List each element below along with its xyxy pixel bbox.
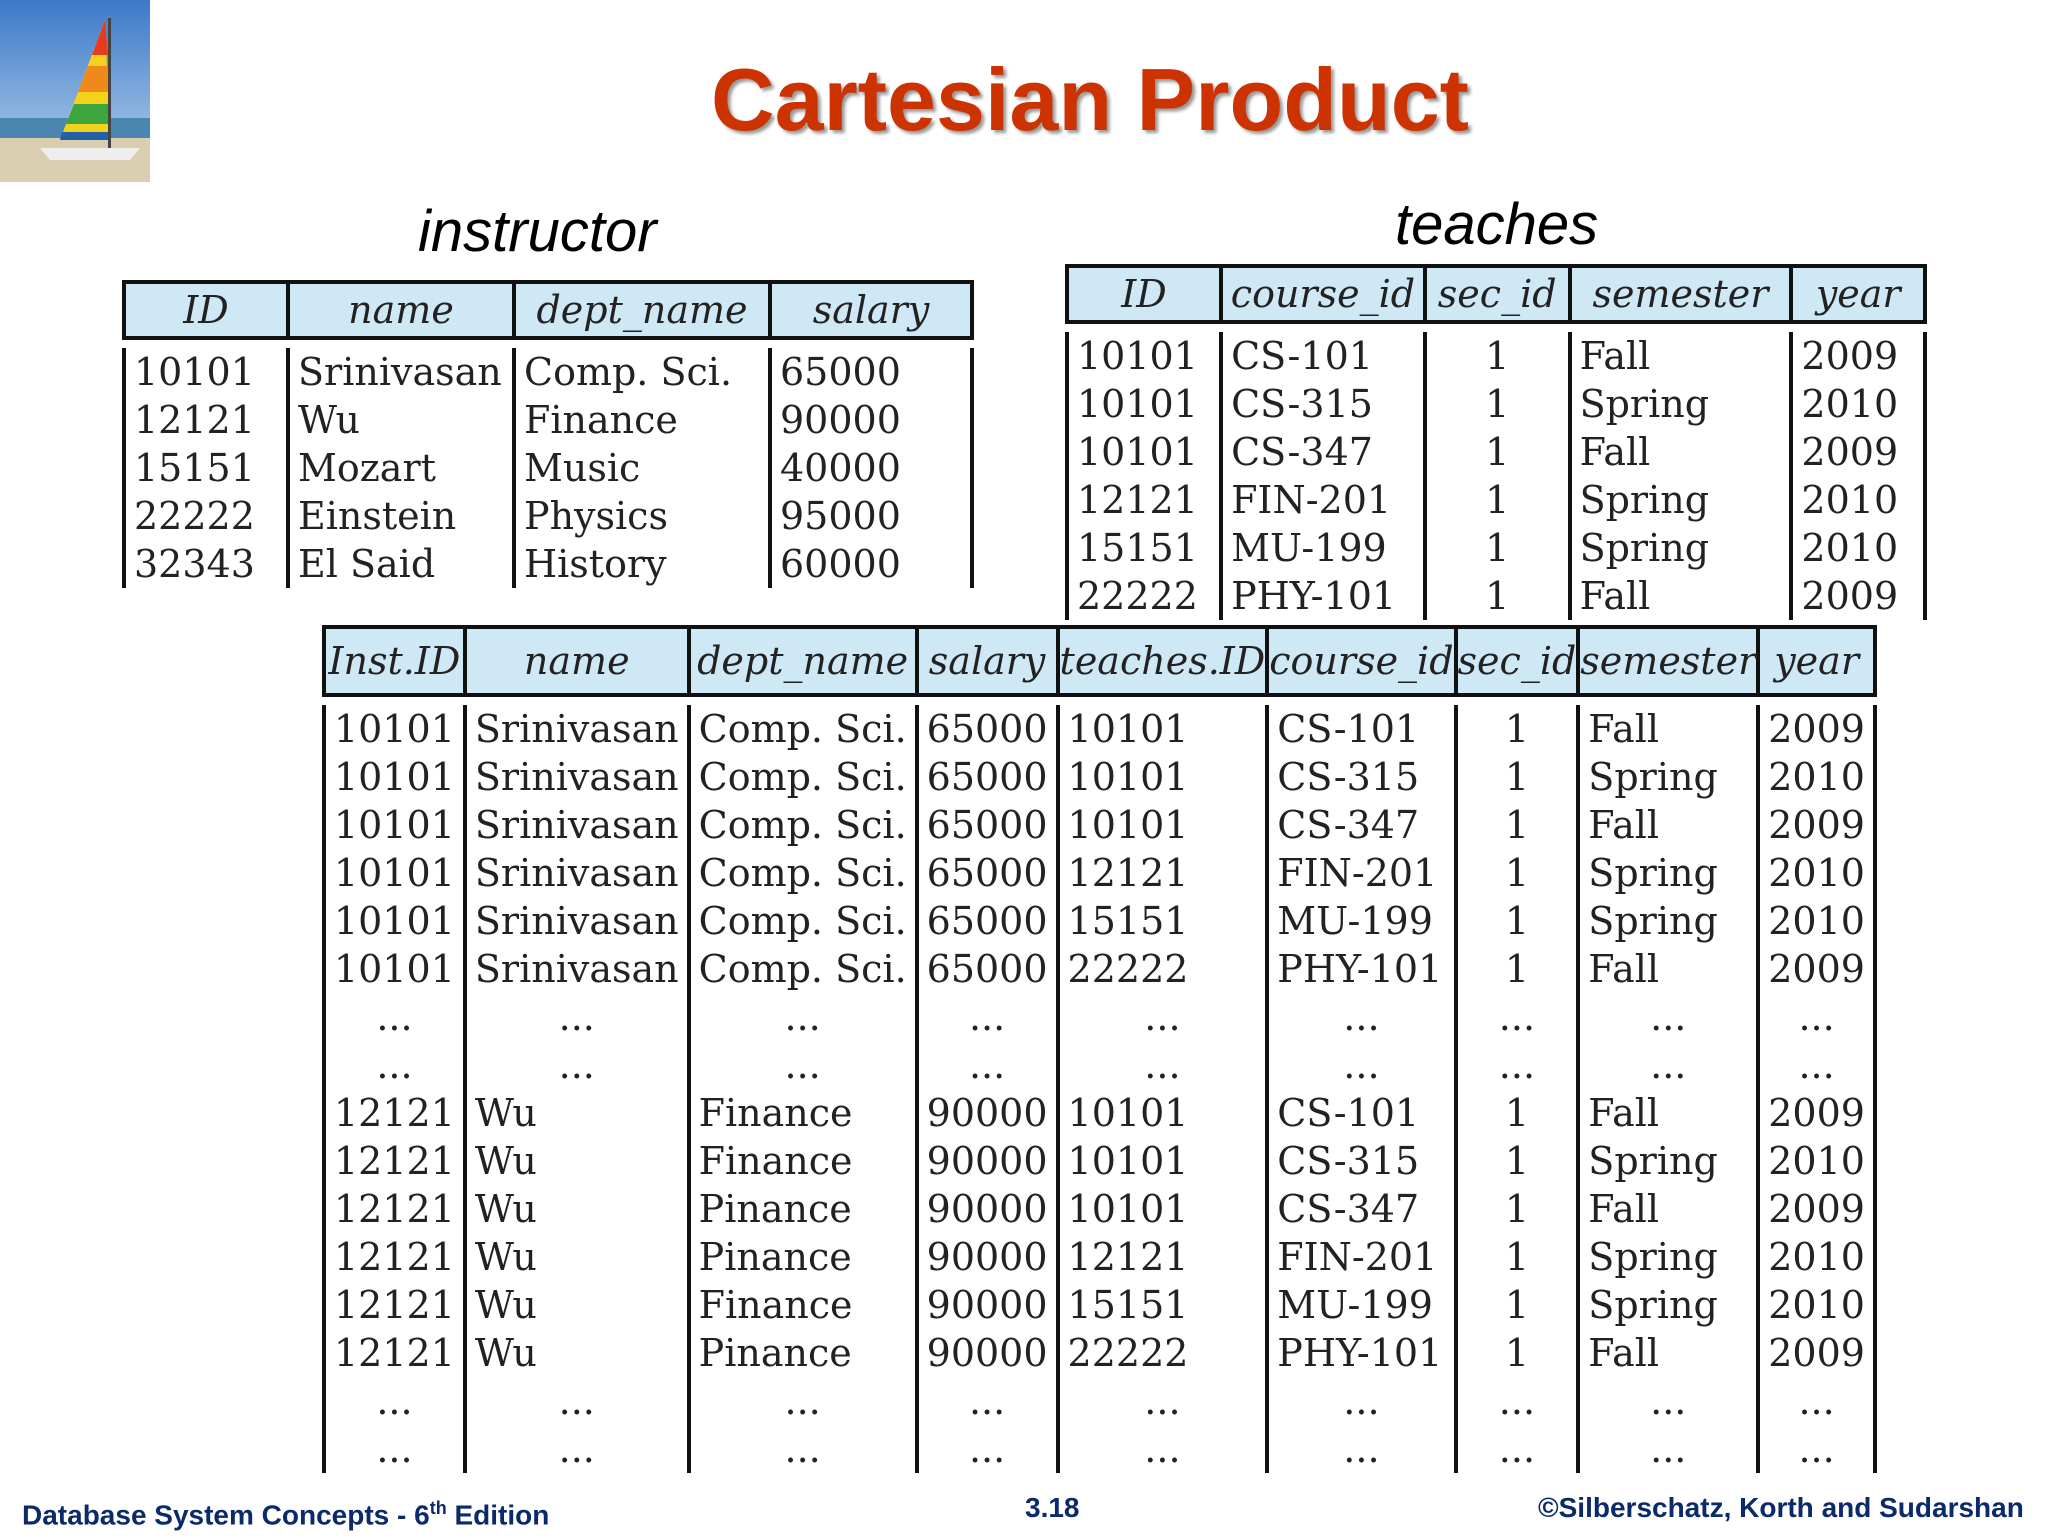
table-cell: ... <box>1756 993 1877 1041</box>
table-cell: 12121 <box>322 1089 463 1137</box>
table-cell: Srinivasan <box>463 801 687 849</box>
table-cell: CS-315 <box>1265 753 1453 801</box>
table-cell: Wu <box>286 396 512 444</box>
gap-cell <box>1568 324 1790 332</box>
header-gap <box>322 697 1877 705</box>
table-cell: Finance <box>512 396 768 444</box>
table-cell: ... <box>1756 1041 1877 1089</box>
table-cell: 32343 <box>122 540 286 588</box>
table-cell: ... <box>322 1377 463 1425</box>
column-header: ID <box>122 280 286 340</box>
table-cell: ... <box>687 1377 915 1425</box>
table-cell: Fall <box>1568 428 1790 476</box>
table-cell: Fall <box>1576 801 1756 849</box>
table-cell: 2010 <box>1756 897 1877 945</box>
table-header-row <box>322 625 1877 697</box>
table-cell: Comp. Sci. <box>687 897 915 945</box>
table-cell: ... <box>1576 993 1756 1041</box>
table-cell: Wu <box>463 1185 687 1233</box>
table-cell: MU-199 <box>1265 1281 1453 1329</box>
table-cell: 1 <box>1454 705 1577 753</box>
column-header: sec_id <box>1454 625 1577 697</box>
sailboat-logo <box>0 0 150 182</box>
table-cell: Spring <box>1568 380 1790 428</box>
product-table-wrapper <box>322 625 1865 1480</box>
footer-edition-text: Edition <box>446 1499 550 1531</box>
table-cell: 90000 <box>915 1137 1056 1185</box>
table-cell: 2009 <box>1756 1089 1877 1137</box>
table-cell: Fall <box>1568 332 1790 380</box>
column-header: semester <box>1568 264 1790 324</box>
table-cell: Fall <box>1576 945 1756 993</box>
slide-title: Cartesian Product <box>711 50 1469 149</box>
table-row <box>1065 380 1927 428</box>
teaches-table-wrapper <box>1065 264 1927 618</box>
table-cell: 10101 <box>1056 1089 1266 1137</box>
column-header: ID <box>1065 264 1219 324</box>
table-cell: 2010 <box>1756 849 1877 897</box>
table-cell: ... <box>915 1425 1056 1473</box>
table-cell: 2010 <box>1789 476 1927 524</box>
table-cell: ... <box>322 1041 463 1089</box>
table-cell: 2010 <box>1756 753 1877 801</box>
table-cell: CS-315 <box>1265 1137 1453 1185</box>
table-cell: Srinivasan <box>463 945 687 993</box>
table-cell: 22222 <box>1065 572 1219 620</box>
footer-copyright: ©Silberschatz, Korth and Sudarshan <box>1538 1492 2024 1523</box>
table-cell: 10101 <box>1065 332 1219 380</box>
column-header: dept_name <box>512 280 768 340</box>
header-gap <box>122 340 974 348</box>
table-cell: 22222 <box>122 492 286 540</box>
table-cell: 15151 <box>1056 897 1266 945</box>
column-header: name <box>463 625 687 697</box>
table-cell: Wu <box>463 1329 687 1377</box>
table-cell: ... <box>1056 1041 1266 1089</box>
table-cell: Finance <box>687 1089 915 1137</box>
table-cell: 2010 <box>1789 524 1927 572</box>
table-row <box>322 801 1877 849</box>
table-cell: MU-199 <box>1265 897 1453 945</box>
table-cell: Spring <box>1576 1233 1756 1281</box>
table-cell: 10101 <box>322 705 463 753</box>
table-cell: Finance <box>687 1137 915 1185</box>
table-cell: Spring <box>1576 1137 1756 1185</box>
table-cell: CS-347 <box>1265 801 1453 849</box>
table-cell: History <box>512 540 768 588</box>
column-header: course_id <box>1219 264 1423 324</box>
table-cell: 10101 <box>1065 380 1219 428</box>
table-cell: 2009 <box>1789 572 1927 620</box>
table-cell: 90000 <box>915 1185 1056 1233</box>
table-cell: ... <box>1454 993 1577 1041</box>
table-cell: PHY-101 <box>1265 1329 1453 1377</box>
table-cell: 10101 <box>322 801 463 849</box>
table-cell: ... <box>322 993 463 1041</box>
table-cell: 10101 <box>122 348 286 396</box>
table-cell: ... <box>463 993 687 1041</box>
table-cell: 1 <box>1454 945 1577 993</box>
table-cell: ... <box>322 1425 463 1473</box>
table-cell: 1 <box>1454 897 1577 945</box>
table-cell: Comp. Sci. <box>687 945 915 993</box>
gap-cell <box>1454 697 1577 705</box>
table-cell: Fall <box>1576 1329 1756 1377</box>
table-cell: 65000 <box>915 801 1056 849</box>
table-cell: 12121 <box>322 1329 463 1377</box>
table-cell: ... <box>915 1377 1056 1425</box>
table-cell: ... <box>915 1041 1056 1089</box>
table-cell: 65000 <box>915 705 1056 753</box>
table-cell: 1 <box>1454 1185 1577 1233</box>
table-cell: 2010 <box>1756 1281 1877 1329</box>
table-cell: 15151 <box>1056 1281 1266 1329</box>
table-cell: Spring <box>1568 524 1790 572</box>
footer-book-title-text: Database System Concepts - 6 <box>22 1499 430 1531</box>
table-cell: 2009 <box>1756 1185 1877 1233</box>
table-header-row <box>1065 264 1927 324</box>
table-cell: 1 <box>1423 572 1568 620</box>
gap-cell <box>1265 697 1453 705</box>
gap-cell <box>915 697 1056 705</box>
table-row <box>322 1281 1877 1329</box>
table-cell: ... <box>915 993 1056 1041</box>
table-cell: 1 <box>1454 1329 1577 1377</box>
table-cell: 90000 <box>915 1089 1056 1137</box>
table-cell: Srinivasan <box>463 849 687 897</box>
table-cell: 1 <box>1423 380 1568 428</box>
table-cell: 1 <box>1454 1089 1577 1137</box>
table-cell: 2009 <box>1756 705 1877 753</box>
table-row <box>322 993 1877 1041</box>
table-row <box>322 1137 1877 1185</box>
gap-cell <box>1056 697 1266 705</box>
table-cell: Pinance <box>687 1329 915 1377</box>
table-cell: ... <box>1056 1425 1266 1473</box>
product-table <box>322 625 1877 1473</box>
gap-cell <box>768 340 974 348</box>
table-row <box>322 1089 1877 1137</box>
table-cell: 15151 <box>122 444 286 492</box>
table-cell: 10101 <box>322 897 463 945</box>
gap-cell <box>1423 324 1568 332</box>
gap-cell <box>1219 324 1423 332</box>
table-cell: Comp. Sci. <box>687 801 915 849</box>
table-cell: 10101 <box>322 753 463 801</box>
column-header: teaches.ID <box>1056 625 1266 697</box>
table-cell: 65000 <box>915 753 1056 801</box>
table-cell: Physics <box>512 492 768 540</box>
table-cell: 10101 <box>1056 1137 1266 1185</box>
table-cell: Wu <box>463 1281 687 1329</box>
gap-cell <box>1065 324 1219 332</box>
table-cell: CS-101 <box>1219 332 1423 380</box>
table-cell: Wu <box>463 1089 687 1137</box>
table-row <box>322 1233 1877 1281</box>
gap-cell <box>122 340 286 348</box>
table-cell: Srinivasan <box>463 897 687 945</box>
table-cell: Wu <box>463 1137 687 1185</box>
table-cell: Fall <box>1568 572 1790 620</box>
table-cell: CS-101 <box>1265 705 1453 753</box>
column-header: dept_name <box>687 625 915 697</box>
table-cell: Srinivasan <box>463 705 687 753</box>
table-cell: Spring <box>1576 1281 1756 1329</box>
table-row <box>322 849 1877 897</box>
teaches-table <box>1065 264 1927 620</box>
table-cell: 2010 <box>1756 1233 1877 1281</box>
table-cell: 10101 <box>1056 705 1266 753</box>
table-cell: 95000 <box>768 492 974 540</box>
table-cell: Spring <box>1576 753 1756 801</box>
table-cell: 1 <box>1454 753 1577 801</box>
instructor-table <box>122 280 974 588</box>
table-row <box>322 1377 1877 1425</box>
table-row <box>322 705 1877 753</box>
table-cell: 1 <box>1454 1137 1577 1185</box>
table-cell: Einstein <box>286 492 512 540</box>
table-cell: 90000 <box>915 1329 1056 1377</box>
footer-book-title <box>22 1490 549 1533</box>
table-cell: FIN-201 <box>1265 849 1453 897</box>
table-cell: 1 <box>1454 1281 1577 1329</box>
table-cell: ... <box>687 1041 915 1089</box>
table-cell: Fall <box>1576 1089 1756 1137</box>
table-row <box>122 540 974 588</box>
table-cell: ... <box>1576 1377 1756 1425</box>
column-header: salary <box>768 280 974 340</box>
table-cell: Fall <box>1576 705 1756 753</box>
table-cell: Comp. Sci. <box>512 348 768 396</box>
footer-page-number: 3.18 <box>1025 1492 1080 1523</box>
table-cell: ... <box>1756 1377 1877 1425</box>
table-row <box>322 1041 1877 1089</box>
table-cell: 2009 <box>1789 428 1927 476</box>
table-cell: ... <box>1454 1425 1577 1473</box>
table-cell: 15151 <box>1065 524 1219 572</box>
table-cell: 2009 <box>1789 332 1927 380</box>
table-cell: 10101 <box>1065 428 1219 476</box>
table-cell: CS-101 <box>1265 1089 1453 1137</box>
gap-cell <box>1789 324 1927 332</box>
table-cell: 90000 <box>915 1281 1056 1329</box>
table-cell: 2010 <box>1756 1137 1877 1185</box>
table-cell: 10101 <box>1056 1185 1266 1233</box>
table-cell: 1 <box>1423 332 1568 380</box>
table-cell: ... <box>1265 1425 1453 1473</box>
table-cell: Pinance <box>687 1185 915 1233</box>
table-cell: 12121 <box>1065 476 1219 524</box>
table-cell: Fall <box>1576 1185 1756 1233</box>
table-cell: 10101 <box>1056 801 1266 849</box>
table-cell: 65000 <box>915 897 1056 945</box>
table-cell: Comp. Sci. <box>687 705 915 753</box>
table-row <box>322 945 1877 993</box>
instructor-caption: instructor <box>418 199 657 264</box>
table-cell: Comp. Sci. <box>687 849 915 897</box>
table-cell: ... <box>463 1041 687 1089</box>
table-cell: 2009 <box>1756 1329 1877 1377</box>
table-row <box>122 348 974 396</box>
table-cell: 12121 <box>322 1281 463 1329</box>
table-cell: FIN-201 <box>1265 1233 1453 1281</box>
table-row <box>1065 428 1927 476</box>
table-cell: CS-315 <box>1219 380 1423 428</box>
table-row <box>322 753 1877 801</box>
table-cell: ... <box>1756 1425 1877 1473</box>
table-cell: ... <box>1265 1377 1453 1425</box>
table-row <box>1065 524 1927 572</box>
table-cell: ... <box>687 993 915 1041</box>
table-cell: Comp. Sci. <box>687 753 915 801</box>
table-cell: Music <box>512 444 768 492</box>
table-cell: 1 <box>1454 1233 1577 1281</box>
column-header: sec_id <box>1423 264 1568 324</box>
table-row <box>322 897 1877 945</box>
table-cell: ... <box>1576 1425 1756 1473</box>
table-cell: 22222 <box>1056 1329 1266 1377</box>
gap-cell <box>463 697 687 705</box>
table-cell: 2009 <box>1756 801 1877 849</box>
table-row <box>122 444 974 492</box>
table-cell: 22222 <box>1056 945 1266 993</box>
gap-cell <box>322 697 463 705</box>
table-cell: ... <box>1576 1041 1756 1089</box>
table-cell: ... <box>1265 993 1453 1041</box>
table-cell: 12121 <box>122 396 286 444</box>
table-cell: MU-199 <box>1219 524 1423 572</box>
table-cell: 12121 <box>1056 1233 1266 1281</box>
table-cell: 60000 <box>768 540 974 588</box>
table-cell: 1 <box>1454 801 1577 849</box>
table-cell: 65000 <box>768 348 974 396</box>
table-row <box>122 492 974 540</box>
table-cell: 65000 <box>915 849 1056 897</box>
table-header-row <box>122 280 974 340</box>
table-cell: Spring <box>1568 476 1790 524</box>
table-row <box>122 396 974 444</box>
table-cell: Spring <box>1576 897 1756 945</box>
table-cell: ... <box>1265 1041 1453 1089</box>
table-cell: Spring <box>1576 849 1756 897</box>
column-header: Inst.ID <box>322 625 463 697</box>
table-cell: 12121 <box>322 1185 463 1233</box>
column-header: year <box>1756 625 1877 697</box>
table-cell: CS-347 <box>1219 428 1423 476</box>
table-cell: ... <box>463 1425 687 1473</box>
table-cell: 12121 <box>322 1233 463 1281</box>
table-cell: ... <box>687 1425 915 1473</box>
table-cell: 12121 <box>1056 849 1266 897</box>
table-cell: 90000 <box>768 396 974 444</box>
table-cell: 1 <box>1423 428 1568 476</box>
table-cell: 12121 <box>322 1137 463 1185</box>
table-cell: ... <box>1454 1377 1577 1425</box>
table-cell: Wu <box>463 1233 687 1281</box>
gap-cell <box>286 340 512 348</box>
table-cell: El Said <box>286 540 512 588</box>
table-row <box>1065 572 1927 620</box>
column-header: name <box>286 280 512 340</box>
table-cell: ... <box>1454 1041 1577 1089</box>
table-row <box>1065 332 1927 380</box>
table-cell: 1 <box>1423 476 1568 524</box>
table-cell: Srinivasan <box>286 348 512 396</box>
table-cell: Finance <box>687 1281 915 1329</box>
table-cell: 65000 <box>915 945 1056 993</box>
table-cell: 10101 <box>1056 753 1266 801</box>
column-header: salary <box>915 625 1056 697</box>
table-cell: CS-347 <box>1265 1185 1453 1233</box>
gap-cell <box>1756 697 1877 705</box>
gap-cell <box>512 340 768 348</box>
table-row <box>322 1425 1877 1473</box>
gap-cell <box>1576 697 1756 705</box>
table-row <box>322 1329 1877 1377</box>
table-cell: ... <box>1056 993 1266 1041</box>
column-header: year <box>1789 264 1927 324</box>
table-cell: 10101 <box>322 945 463 993</box>
table-cell: ... <box>463 1377 687 1425</box>
table-cell: 90000 <box>915 1233 1056 1281</box>
table-row <box>1065 476 1927 524</box>
table-cell: ... <box>1056 1377 1266 1425</box>
table-cell: Mozart <box>286 444 512 492</box>
column-header: course_id <box>1265 625 1453 697</box>
teaches-caption: teaches <box>1395 192 1599 257</box>
table-cell: Pinance <box>687 1233 915 1281</box>
table-cell: FIN-201 <box>1219 476 1423 524</box>
column-header: semester <box>1576 625 1756 697</box>
table-cell: 1 <box>1454 849 1577 897</box>
table-cell: PHY-101 <box>1265 945 1453 993</box>
table-cell: 10101 <box>322 849 463 897</box>
table-cell: 1 <box>1423 524 1568 572</box>
table-cell: PHY-101 <box>1219 572 1423 620</box>
table-cell: 40000 <box>768 444 974 492</box>
header-gap <box>1065 324 1927 332</box>
table-cell: 2010 <box>1789 380 1927 428</box>
gap-cell <box>687 697 915 705</box>
instructor-table-wrapper <box>122 280 984 600</box>
table-cell: Srinivasan <box>463 753 687 801</box>
table-row <box>322 1185 1877 1233</box>
footer-edition-sup: th <box>429 1498 447 1518</box>
table-cell: 2009 <box>1756 945 1877 993</box>
